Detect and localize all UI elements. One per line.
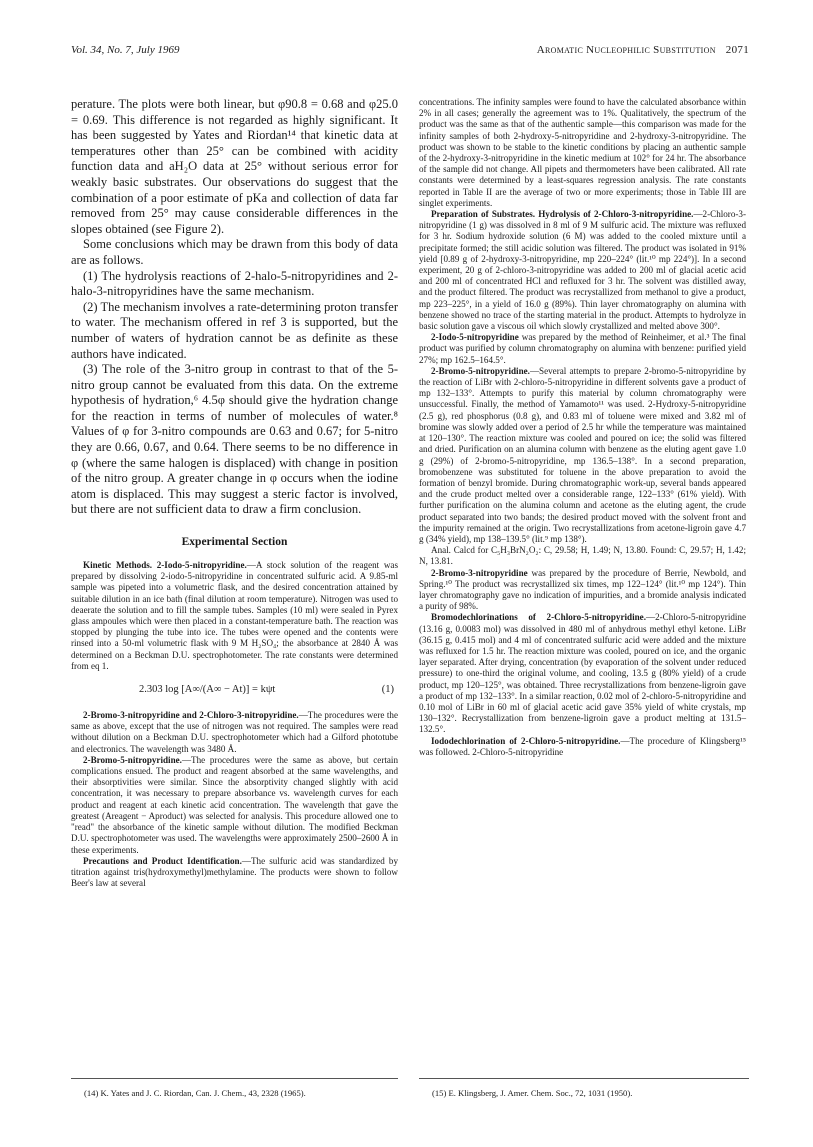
paragraph: Some conclusions which may be drawn from this body of data are as follows. <box>71 237 398 267</box>
paragraph-text: —A stock solution of the reagent was prepared by dissolving 2-iodo-5-nitropyridine in concentrated sulfuric acid. A 9.85-ml sample was pipeted into a volumetric flask, and the desired concentration attained by suitable dilution in an ice bath (final dilution at room temperature). Nitrogen was used to deaerate the solution and to fill the sample tubes. Samples (10 ml) were sealed in Pyrex glass ampoules which were then placed in a constant-temperature bath. The reaction was stopped by plunging the tube into ice. The tubes were opened and the contents were rinsed into a 50-ml volumetric flask with 9 M H₂SO₄; the absorbance at 2840 Å was determined on a Beckman D.U. spectrophotometer. The rate constants were determined from eq 1. <box>71 560 398 671</box>
footnote: (15) E. Klingsberg, J. Amer. Chem. Soc., 72, 1031 (1950). <box>432 1088 633 1098</box>
paragraph-text: —The procedures were the same as above, but certain complications ensued. The product and reagent absorbed at the same wavelengths, and their absorptivities were similar. Since the absorptivity changed slightly with acid concentration, it was necessary to prepare absorbance vs. wavelength curves for each product and reagent at each kinetic acid concentration. The wavelength that gave the greatest (Areagent − Aproduct) was selected for analysis. This procedure allowed one to "read" the absorbance of the kinetic sample without dilution. The modified Beckman D.U. spectrophotometer was used. The wavelengths were approximately 2500–2600 Å in these experiments. <box>71 754 398 855</box>
footnote: (14) K. Yates and J. C. Riordan, Can. J. Chem., 43, 2328 (1965). <box>84 1088 306 1098</box>
run-in-heading: Bromodechlorinations of 2-Chloro-5-nitropyridine. <box>431 612 646 623</box>
paragraph <box>71 856 398 890</box>
equation <box>71 684 398 698</box>
paragraph <box>419 736 746 758</box>
run-in-heading: 2-Bromo-3-nitropyridine and 2-Chloro-3-nitropyridine. <box>83 710 299 721</box>
paragraph <box>419 612 746 735</box>
article-running-title: Aromatic Nucleophilic Substitution <box>536 44 716 56</box>
running-header <box>71 44 749 64</box>
run-in-heading: 2-Iodo-5-nitropyridine <box>431 332 519 343</box>
page-number: 2071 <box>725 44 749 56</box>
equation-number: (1) <box>381 684 394 696</box>
paragraph-text: —Several attempts to prepare 2-bromo-5-nitropyridine by the reaction of LiBr with 2-chloro-5-nitropyridine in different solvents gave a product of mp 132–133°. Attempts to purify this material by column chromatography were unsuccessful. Finally, the method of Yamamoto¹¹ was used. 2-Hydroxy-5-nitropyridine (2.5 g), red phosphorus (0.8 g), and 0.83 ml of toluene were mixed and 3.82 ml of bromine was slowly added over a period of 2.5 hr while the temperature was maintained at 120–130°. The reaction mixture was cooled and poured on ice; the solid was filtered and dried. Purification on an alumina column with benzene as the eluting agent gave 1.0 g (29%) of 2-bromo-5-nitropyridine, mp 136.5–138°. In a second preparation, bromobenzene was substituted for toluene in the above preparation to avoid the formation of benzyl bromide. During chromatographic work-up, several bands appeared and the crude product melted over a considerable range, 122–133° (61% yield). With further purification on the alumina column and acetone as the eluting agent, the crude product separated into two bands; the desired product moved with the solvent front and the impurity remained at the origin. Two recrystallizations from acetone-ligroin gave 4.7 g (34% yield), mp 138–139.5° (lit.⁹ mp 138°). <box>419 365 746 544</box>
paragraph-text: was prepared by the procedure of Berrie, Newbold, and Spring.¹⁰ The product was recrystallized six times, mp 122–124° (lit.¹⁰ mp 124°). Thin layer chromatography gave no indication of impurities, and a bromide analysis indicated a purity of 98%. <box>419 567 746 612</box>
run-in-heading: 2-Bromo-5-nitropyridine. <box>83 754 182 765</box>
left-column <box>71 97 398 889</box>
section-heading: Experimental Section <box>181 536 288 549</box>
paragraph: concentrations. The infinity samples were found to have the calculated absorbance within 2% in all cases; generally the agreement was to 1%. Qualitatively, the spectrum of the product was the same as that of the authentic sample—this comparison was made for the infinity samples of both 2-hydroxy-5-nitropyridine and 2-hydroxy-3-nitropyridine. The product was shown to be stable to the kinetic conditions by placing an authentic sample of the 2-hydroxy-3-nitropyridine in the kinetic medium at 102° for 24 hr. The absorbance of the sample did not change. All pipets and thermometers have been calibrated. All rate constants were determined by a least-squares regression analysis. The rate constants reported in Table II are the average of two or more experiments; those in Table III are singlet experiments. <box>419 97 746 208</box>
run-in-heading: 2-Bromo-3-nitropyridine <box>431 567 528 578</box>
footnote-rule <box>71 1078 398 1079</box>
paragraph-text: —The procedure of Klingsberg¹⁵ was followed. 2-Chloro-5-nitropyridine <box>419 735 746 757</box>
equation-expression: 2.303 log [A∞/(A∞ − At)] = kψt <box>139 684 276 696</box>
paragraph <box>71 560 398 672</box>
paragraph <box>419 332 746 366</box>
paragraph: Anal. Calcd for C₅H₃BrN₂O₂: C, 29.58; H, 1.49; N, 13.80. Found: C, 29.57; H, 1.42; N, 13.81. <box>419 545 746 567</box>
paragraph <box>71 710 398 755</box>
paragraph-text: —2-Chloro-3-nitropyridine (1 g) was dissolved in 8 ml of 9 M sulfuric acid. The mixture was refluxed for 3 hr. Sodium hydroxide solution (6 M) was added to the cooled mixture until a precipitate formed; the still acidic solution was filtered. The product was isolated in 91% yield [0.89 g of 2-hydroxy-3-nitropyridine, mp 220–224° (lit.¹⁰ mp 224°)]. In a second experiment, 20 g of 2-chloro-3-nitropyridine was added to 200 ml of glacial acetic acid and 200 ml of concentrated HCl and refluxed for 3 hr. The solvent was distilled away, and the product filtered. The product was recrystallized from methanol to give a product, mp 223–225°, in a yield of 16.0 g (89%). Thin layer chromatography on alumina with benzene showed no trace of the starting material in the product. Attempts to hydrolyze in basic solution gave a viscous oil which slowly crystallized and melted above 300°. <box>419 209 746 332</box>
footnote-rule <box>419 1078 749 1079</box>
paragraph <box>419 568 746 613</box>
run-in-heading: Iododechlorination of 2-Chloro-5-nitropyridine. <box>431 735 621 746</box>
paragraph <box>71 755 398 856</box>
paragraph-text: —The sulfuric acid was standardized by titration against tris(hydroxymethyl)methylamine. The products were shown to follow Beer's law at several <box>71 855 398 889</box>
journal-issue: Vol. 34, No. 7, July 1969 <box>71 44 180 56</box>
paragraph-text: —2-Chloro-5-nitropyridine (13.16 g, 0.0083 mol) was dissolved in 480 ml of anhydrous methyl ethyl ketone. LiBr (36.15 g, 0.415 mol) and 4 ml of concentrated sulfuric acid were added and the mixture was refluxed for 1.5 hr. The reaction mixture was cooled, poured on ice, and the organic layer separated. After drying, concentration (by evaporation of the solvent under reduced pressure) to one-third the original volume, and cooling, 13.5 g (80% yield) of a crude product, mp 120–125°, was obtained. Three recrystallizations from benzene-ligroin gave a product of mp 132–133°. In a similar reaction, 0.02 mol of 2-chloro-5-nitropyridine and 0.10 mol of LiBr in 60 ml of glacial acetic acid gave 35% yield of white crystals, mp 130–132°. Recrystallization from benzene-ligroin gave a product melting at 131.5–132.5°. <box>419 612 746 735</box>
paragraph-text: was prepared by the method of Reinheimer, et al.³ The final product was purified by column chromatography on alumina with benzene: purified yield 27%; mp 162.5–164.5°. <box>419 332 746 365</box>
paragraph <box>419 209 746 332</box>
paragraph: perature. The plots were both linear, but φ90.8 = 0.68 and φ25.0 = 0.69. This difference is not regarded as highly significant. It has been suggested by Yates and Riordan¹⁴ that kinetic data at temperatures other than 25° can be combined with acidity function data and aH₂O data at 25° without serious error for weakly basic substrates. Our observations do suggest that the combination of a poor estimate of pKa and collection of data far removed from 25° may cause considerable differences in the slopes obtained (see Figure 2). <box>71 97 398 236</box>
paragraph: (3) The role of the 3-nitro group in contrast to that of the 5-nitro group cannot be evaluated from this data. On the extreme hypothesis of hydration,⁶ 4.5φ should give the hydration change for the reaction in terms of number of molecules of water.⁸ Values of φ for 3-nitro compounds are 0.63 and 0.67; for 5-nitro they are 0.66, 0.67, and 0.64. There seems to be no difference in φ (where the same halogen is displaced) with change in position of the nitro group. A greater change in φ occurs when the iodine atom is displaced. This may suggest a steric factor is involved, but there are not sufficient data to draw a firm conclusion. <box>71 362 398 517</box>
paragraph <box>419 366 746 545</box>
run-in-heading: Preparation of Substrates. Hydrolysis of 2-Chloro-3-nitropyridine. <box>431 209 694 220</box>
paragraph-text: —The procedures were the same as above, except that the use of nitrogen was not required. The samples were read without dilution on a Beckman D.U. spectrophotometer which had a Gilford phototube and electronics. The wavelength was 3480 Å. <box>71 710 398 754</box>
run-in-heading: Precautions and Product Identification. <box>83 855 242 866</box>
paragraph: (2) The mechanism involves a rate-determining proton transfer to water. The mechanism offered in ref 3 is supported, but the number of waters of hydration cannot be as definite as these authors have indicated. <box>71 299 398 361</box>
running-title <box>537 44 749 56</box>
paragraph: (1) The hydrolysis reactions of 2-halo-5-nitropyridines and 2-halo-3-nitropyridines have the same mechanism. <box>71 268 398 299</box>
right-column <box>419 97 746 758</box>
run-in-heading: Kinetic Methods. 2-Iodo-5-nitropyridine. <box>83 560 247 571</box>
run-in-heading: 2-Bromo-5-nitropyridine. <box>431 365 530 376</box>
